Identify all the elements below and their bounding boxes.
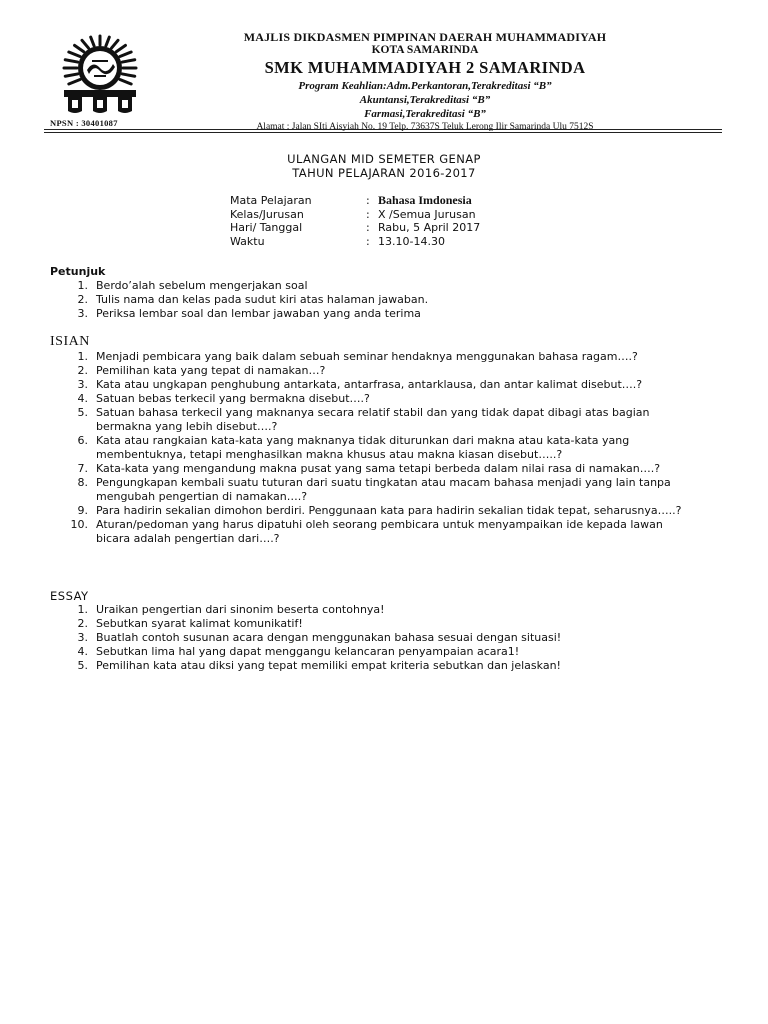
organization-name: MAJLIS DIKDASMEN PIMPINAN DAERAH MUHAMMADIYAH	[243, 30, 607, 44]
academic-year: TAHUN PELAJARAN 2016-2017	[292, 166, 476, 180]
list-item	[50, 293, 690, 307]
item-text: Kata atau rangkaian kata-kata yang maknanya tidak diturunkan dari makna atau kata-kata yang membentuknya, tetapi menghasilkan makna khusus atau makna kiasan disebut…..?	[96, 434, 630, 461]
info-label: Kelas/Jurusan	[230, 207, 304, 221]
info-colon: :	[366, 194, 370, 207]
program-line-2: Akuntansi,Terakreditasi “B”	[359, 94, 491, 106]
item-number: 10.	[70, 518, 88, 531]
school-address: Alamat : Jalan SIti Aisyiah No. 19 Telp. 73637S Teluk Lerong Ilir Samarinda Ulu 7512S	[256, 122, 594, 132]
header-divider	[44, 129, 722, 130]
item-number: 1.	[77, 603, 88, 616]
city-name: KOTA SAMARINDA	[371, 44, 479, 56]
list-item	[50, 350, 690, 364]
info-label: Waktu	[230, 234, 265, 248]
list-item	[50, 518, 690, 546]
isian-section	[50, 334, 690, 546]
instructions-list	[50, 279, 690, 321]
item-text: Pemilihan kata atau diksi yang tepat memiliki empat kriteria sebutkan dan jelaskan!	[96, 659, 561, 672]
item-text: Menjadi pembicara yang baik dalam sebuah seminar hendaknya menggunakan bahasa ragam….?	[96, 350, 638, 363]
item-text: Satuan bahasa terkecil yang maknanya secara relatif stabil dan yang tidak dapat dibagi atas bagian bermakna yang lebih disebut….?	[96, 406, 650, 433]
item-number: 3.	[77, 378, 88, 391]
list-item	[50, 392, 690, 406]
list-item	[50, 462, 690, 476]
list-item	[50, 307, 690, 321]
item-number: 7.	[77, 462, 88, 475]
list-item	[50, 406, 690, 434]
list-item	[50, 659, 690, 673]
item-number: 2.	[77, 293, 88, 306]
item-text: Periksa lembar soal dan lembar jawaban yang anda terima	[96, 307, 421, 320]
item-text: Aturan/pedoman yang harus dipatuhi oleh seorang pembicara untuk menyampaikan ide kepada lawan bicara adalah pengertian dari….?	[96, 518, 663, 545]
info-value: Rabu, 5 April 2017	[378, 221, 481, 234]
item-number: 1.	[77, 350, 88, 363]
item-number: 5.	[77, 406, 88, 419]
info-colon: :	[366, 234, 370, 248]
info-row-date	[230, 221, 480, 235]
list-item	[50, 434, 690, 462]
info-row-class	[230, 208, 480, 222]
item-number: 2.	[77, 364, 88, 377]
info-value: Bahasa Imdonesia	[378, 193, 472, 207]
item-number: 5.	[77, 659, 88, 672]
list-item	[50, 364, 690, 378]
item-number: 9.	[77, 504, 88, 517]
item-text: Pemilihan kata yang tepat di namakan…?	[96, 364, 326, 377]
list-item	[50, 279, 690, 293]
info-colon: :	[366, 221, 370, 234]
info-label: Hari/ Tanggal	[230, 221, 303, 234]
info-colon: :	[366, 207, 370, 221]
item-text: Sebutkan lima hal yang dapat menggangu kelancaran penyampaian acara1!	[96, 645, 520, 658]
exam-title: ULANGAN MID SEMETER GENAP	[287, 152, 481, 166]
list-item	[50, 378, 690, 392]
info-value: X /Semua Jurusan	[378, 207, 476, 221]
program-line-1: Program Keahlian:Adm.Perkantoran,Terakreditasi “B”	[298, 80, 552, 92]
essay-section	[50, 589, 690, 673]
item-number: 1.	[77, 279, 88, 292]
muhammadiyah-logo-icon	[44, 30, 156, 120]
item-number: 6.	[77, 434, 88, 447]
item-text: Berdo’alah sebelum mengerjakan soal	[96, 279, 308, 292]
info-value: 13.10-14.30	[378, 234, 445, 248]
item-text: Para hadirin sekalian dimohon berdiri. Penggunaan kata para hadirin sekalian tidak tepat, seharusnya…..?	[96, 504, 682, 517]
letterhead	[190, 30, 660, 134]
item-text: Satuan bebas terkecil yang bermakna disebut….?	[96, 392, 370, 405]
item-text: Kata-kata yang mengandung makna pusat yang sama tetapi berbeda dalam nilai rasa di namakan….?	[96, 462, 661, 475]
list-item	[50, 603, 690, 617]
item-number: 8.	[77, 476, 88, 489]
item-number: 4.	[77, 645, 88, 658]
list-item	[50, 645, 690, 659]
info-row-subject	[230, 194, 480, 208]
isian-heading: ISIAN	[50, 334, 90, 349]
program-line-3: Farmasi,Terakreditasi “B”	[364, 108, 486, 120]
item-number: 4.	[77, 392, 88, 405]
info-label: Mata Pelajaran	[230, 194, 312, 207]
npsn-label: NPSN : 30401087	[50, 118, 118, 128]
item-number: 3.	[77, 631, 88, 644]
item-text: Tulis nama dan kelas pada sudut kiri atas halaman jawaban.	[96, 293, 429, 306]
info-row-time	[230, 235, 480, 249]
essay-heading: ESSAY	[50, 589, 89, 603]
item-text: Kata atau ungkapan penghubung antarkata, antarfrasa, antarklausa, dan antar kalimat disebut….?	[96, 378, 643, 391]
item-number: 2.	[77, 617, 88, 630]
list-item	[50, 476, 690, 504]
instructions-section	[50, 265, 690, 321]
item-text: Buatlah contoh susunan acara dengan menggunakan bahasa sesuai dengan situasi!	[96, 631, 562, 644]
exam-info-table	[230, 194, 480, 248]
essay-list	[50, 603, 690, 673]
instructions-heading: Petunjuk	[50, 265, 106, 278]
isian-list	[50, 350, 690, 546]
list-item	[50, 617, 690, 631]
header-divider-thin	[44, 132, 722, 133]
item-text: Uraikan pengertian dari sinonim beserta contohnya!	[96, 603, 385, 616]
item-text: Sebutkan syarat kalimat komunikatif!	[96, 617, 303, 630]
list-item	[50, 631, 690, 645]
item-text: Pengungkapan kembali suatu tuturan dari suatu tingkatan atau macam bahasa menjadi yang lain tanpa mengubah pengertian di namakan….?	[96, 476, 671, 503]
school-name: SMK MUHAMMADIYAH 2 SAMARINDA	[264, 58, 586, 77]
list-item	[50, 504, 690, 518]
item-number: 3.	[77, 307, 88, 320]
